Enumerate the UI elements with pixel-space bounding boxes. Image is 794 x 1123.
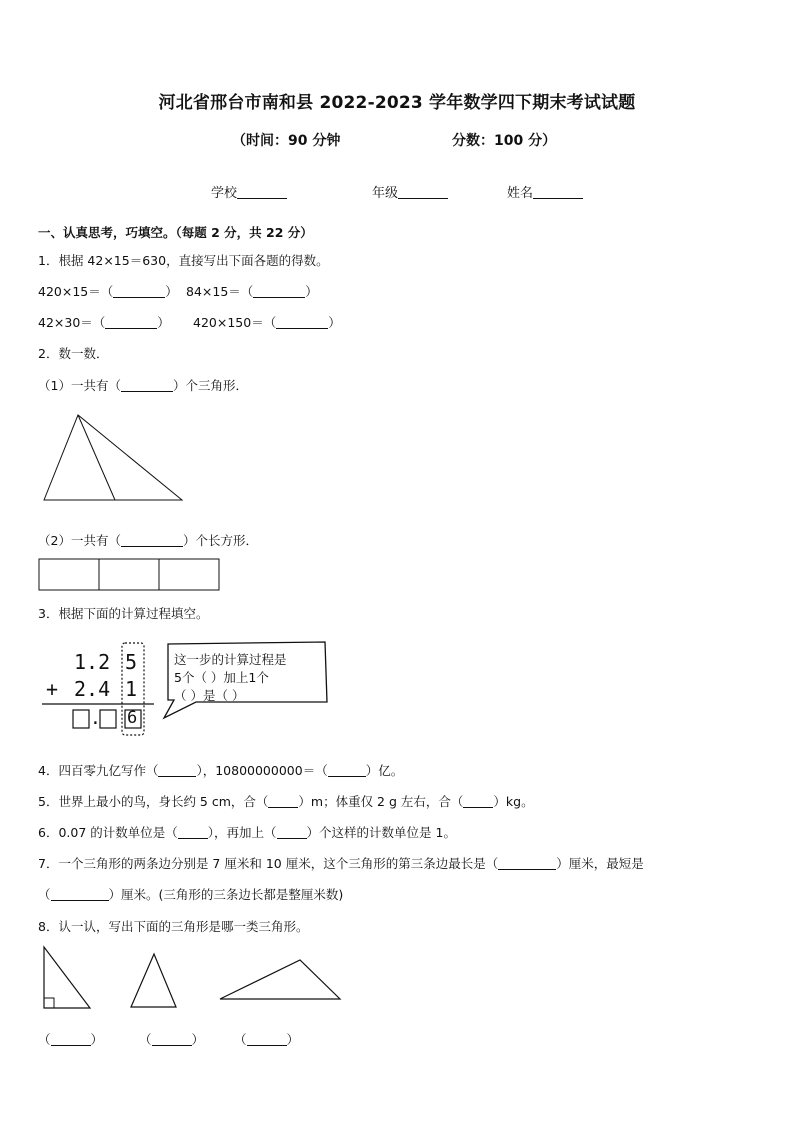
- q8-answer-1: （ ）: [38, 1032, 104, 1047]
- q1-b: 84×15＝（ ）: [186, 284, 318, 299]
- school-blank[interactable]: [237, 185, 287, 199]
- exam-score: 分数：100 分）: [452, 133, 557, 149]
- q8-blank-1[interactable]: [51, 1032, 91, 1046]
- q7-blank-1[interactable]: [498, 856, 556, 870]
- school-field[interactable]: [211, 182, 287, 201]
- q7-line2: （ ）厘米。(三角形的三条边长都是整厘米数): [38, 887, 344, 902]
- q7-blank-2[interactable]: [51, 887, 109, 901]
- calc-row2: 2.4: [74, 677, 111, 701]
- bubble-line3: （ ）是（ ）: [174, 688, 245, 703]
- q2-part1-blank[interactable]: [121, 378, 173, 392]
- q6-blank-1[interactable]: [178, 825, 208, 839]
- q5: 5．世界上最小的鸟，身长约 5 cm，合（ ）m；体重仅 2 g 左右，合（ ）kg。: [38, 794, 534, 809]
- school-label: 学校: [211, 186, 238, 201]
- right-triangle: [44, 947, 90, 1008]
- calc-row1: 1.2: [74, 650, 111, 674]
- exam-time: （时间：90 分钟: [232, 133, 341, 149]
- q3-stem: 3．根据下面的计算过程填空。: [38, 606, 209, 621]
- grade-label: 年级: [372, 186, 399, 201]
- q1-d: 420×150＝（ ）: [193, 315, 341, 330]
- q2-stem: 2．数一数．: [38, 346, 109, 361]
- grade-blank[interactable]: [398, 185, 448, 199]
- page-title: 河北省邢台市南和县 2022-2023 学年数学四下期末考试试题: [158, 93, 636, 113]
- name-field[interactable]: [507, 182, 583, 201]
- q4: 4．四百零九亿写作（ ），10800000000＝（ ）亿。: [38, 763, 404, 778]
- q5-blank-1[interactable]: [268, 794, 298, 808]
- grade-field[interactable]: [372, 182, 448, 201]
- q8-answer-3: （ ）: [234, 1032, 300, 1047]
- q5-blank-2[interactable]: [463, 794, 493, 808]
- calc-plus: +: [46, 677, 59, 701]
- bubble-line2: 5个（ ）加上1个: [174, 670, 269, 685]
- result-box-tenths: [100, 710, 116, 728]
- q8-blank-2[interactable]: [152, 1032, 192, 1046]
- q4-blank-1[interactable]: [158, 763, 196, 777]
- q7-line1: 7．一个三角形的两条边分别是 7 厘米和 10 厘米，这个三角形的第三条边最长是（ ）厘米，最短是: [38, 856, 644, 871]
- name-blank[interactable]: [533, 185, 583, 199]
- q2-part2: （2）一共有（ ）个长方形．: [38, 533, 258, 548]
- name-label: 姓名: [507, 186, 534, 201]
- q1-a-blank[interactable]: [113, 284, 165, 298]
- calc-row2-last: 1: [125, 677, 138, 701]
- section-heading: 一、认真思考，巧填空。（每题 2 分，共 22 分）: [38, 225, 313, 240]
- q6: 6．0.07 的计数单位是（ ），再加上（ ）个这样的计数单位是 1。: [38, 825, 456, 840]
- calc-row1-last: 5: [125, 650, 138, 674]
- right-angle-mark: [44, 998, 54, 1008]
- q1-b-blank[interactable]: [253, 284, 305, 298]
- rectangle-count-figure: [38, 558, 223, 594]
- q8-blank-3[interactable]: [247, 1032, 287, 1046]
- bubble-line1: 这一步的计算过程是: [174, 652, 287, 667]
- calc-result-dot: .: [90, 708, 101, 729]
- q1-stem: 1．根据 42×15＝630，直接写出下面各题的得数。: [38, 253, 329, 268]
- q1-c: 42×30＝（ ）: [38, 315, 170, 330]
- acute-triangle: [131, 954, 176, 1007]
- q1-d-blank[interactable]: [276, 315, 328, 329]
- calc-result-last: 6: [127, 708, 138, 728]
- q1-a: 420×15＝（ ）: [38, 284, 178, 299]
- q2-part2-blank[interactable]: [121, 533, 183, 547]
- q2-part1: （1）一共有（ ）个三角形．: [38, 378, 248, 393]
- q4-blank-2[interactable]: [328, 763, 366, 777]
- q1-c-blank[interactable]: [105, 315, 157, 329]
- obtuse-triangle: [220, 960, 340, 999]
- q8-stem: 8．认一认，写出下面的三角形是哪一类三角形。: [38, 919, 309, 934]
- q8-answer-2: （ ）: [139, 1032, 205, 1047]
- q6-blank-2[interactable]: [277, 825, 307, 839]
- triangle-count-figure: [38, 410, 188, 505]
- result-box-ones: [73, 710, 89, 728]
- triangle-types-figure: [38, 942, 348, 1012]
